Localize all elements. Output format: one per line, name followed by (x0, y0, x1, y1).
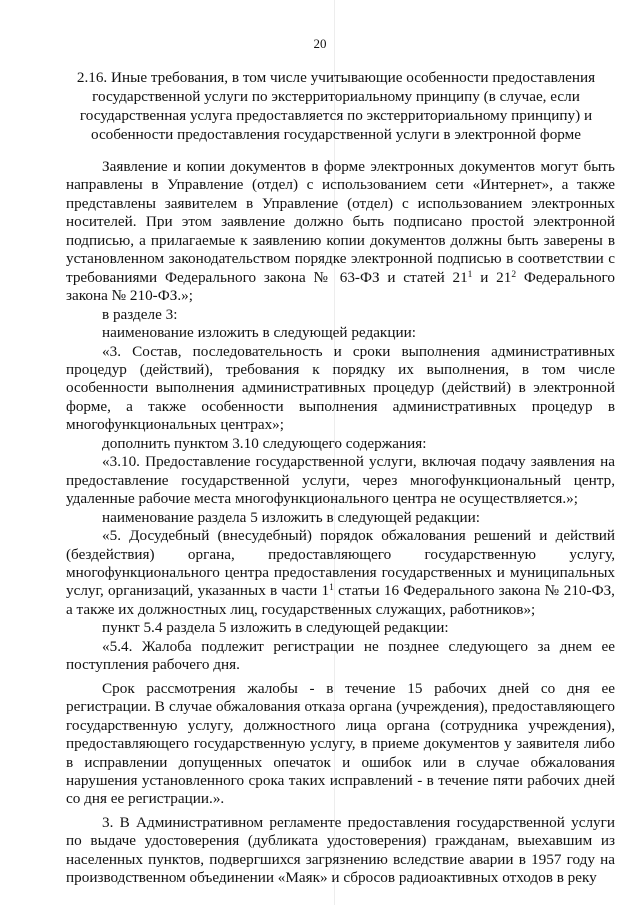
paragraph-section-5-title: «5. Досудебный (внесудебный) порядок обжалования решений и действий (бездействия) органа, предоставляющего государственную услугу, многофункционального центра предоставления государственных и муниципальных услуг, организаций, указанных в части $1^1$ статьи 16 Федерального закона № 210-ФЗ, а также их должностных лиц, государственных служащих, работников»; (66, 527, 615, 618)
paragraph-item-5-4: «5.4. Жалоба подлежит регистрации не позднее следующего за днем ее поступления рабочего дня. (66, 637, 615, 674)
paragraph-title-change: наименование изложить в следующей редакции: (102, 324, 416, 342)
paragraph-section-3-title: «3. Состав, последовательность и сроки выполнения административных процедур (действий), требования к порядку их выполнения, в том числе особенности выполнения административных процедур (действий) в электронной форме, а также особенности выполнения административных процедур в многофункциональных центрах»; (66, 342, 615, 434)
section-heading: 2.16. Иные требования, в том числе учитывающие особенности предоставления государственной услуги по экстерриториальному принципу (в случае, если государственная услуга предоставляется по экстерриториальному принципу) и особенности предоставления государственной услуги в электронной форме (76, 69, 596, 143)
paragraph-section-3: в разделе 3: (102, 305, 178, 323)
paragraph-electronic-documents: Заявление и копии документов в форме электронных документов могут быть направлены в Управление (отдел) с использованием сети «Интернет», а также представлены заявителем в Управление (отдел) с использованием электронных носителей. При этом заявление должно быть подписано простой электронной подписью, а прилагаемые к заявлению копии документов должны быть заверены в установленном законодательством порядке электронной подписью в соответствии с требованиями Федерального закона № 63-ФЗ и статей $21^1$ и $21^2$ Федерального закона № 210-ФЗ.»; (66, 158, 615, 305)
paragraph-add-3-10: дополнить пунктом 3.10 следующего содержания: (102, 434, 427, 452)
paragraph-item-5-4-change: пункт 5.4 раздела 5 изложить в следующей редакции: (102, 619, 449, 637)
paragraph-item-3: 3. В Административном регламенте предоставления государственной услуги по выдаче удостоверения (дубликата удостоверения) гражданам, выехавшим из населенных пунктов, подвергшихся загрязнению вследствие аварии в 1957 году на производственном объединении «Маяк» и сбросов радиоактивных отходов в реку (66, 813, 615, 887)
paragraph-item-3-10: «3.10. Предоставление государственной услуги, включая подачу заявления на предоставление государственной услуги, через многофункциональный центр, удаленные рабочие места многофункционального центра не осуществляется.»; (66, 453, 615, 508)
paragraph-complaint-term: Срок рассмотрения жалобы - в течение 15 рабочих дней со дня ее регистрации. В случае обжалования отказа органа (учреждения), предоставляющего государственную услугу, должностного лица органа (сотрудника учреждения), предоставляющего государственную услугу, в приеме документов у заявителя либо в исправлении допущенных опечаток и ошибок или в случае обжалования нарушения установленного срока таких исправлений - в течение пяти рабочих дней со дня ее регистрации.». (66, 679, 615, 808)
paragraph-section-5-title-change: наименование раздела 5 изложить в следующей редакции: (102, 508, 480, 526)
page-number: 20 (313, 36, 327, 51)
document-body (66, 153, 615, 888)
